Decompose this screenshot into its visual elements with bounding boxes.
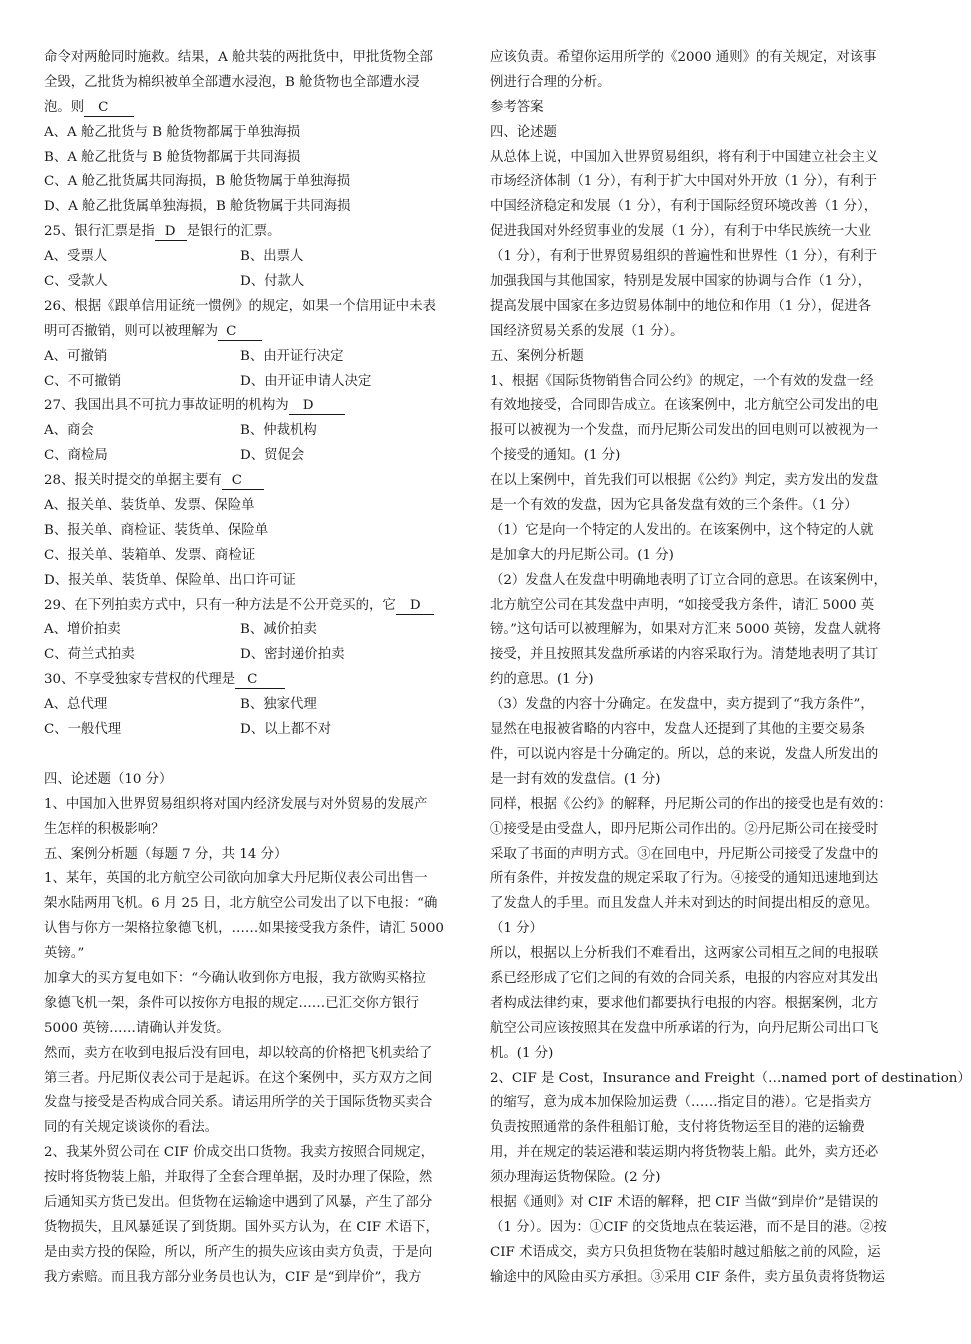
answer-section [490,46,971,1291]
text-line: 发盘与接受是否构成合同关系。请运用所学的关于国际货物买卖合 [44,1095,433,1111]
option: B、独家代理 [240,697,317,713]
text-line: （3）发盘的内容十分确定。在发盘中，卖方提到了“我方条件”， [490,697,874,713]
text-line: ①接受是由受盘人，即丹尼斯公司作出的。②丹尼斯公司在接受时 [490,821,879,837]
text-line: 按时将货物装上船，并取得了全套合理单据，及时办理了保险，然 [44,1170,433,1186]
option-line: A、报关单、装货单、发票、保险单 [44,498,255,514]
text-line: 报可以被视为一个发盘，而丹尼斯公司发出的回电则可以被视为一 [490,423,879,439]
option-line: C、A 舱乙批货属共同海损，B 舱货物属于单独海损 [44,174,351,190]
text-line: 的缩写，意为成本加保险加运费（……指定目的港）。它是指卖方 [490,1095,872,1111]
question-25 [44,220,460,245]
text-line: 是加拿大的丹尼斯公司。(1 分) [490,547,674,563]
text-line: 2、我某外贸公司在 CIF 价成交出口货物。我卖方按照合同规定， [44,1145,435,1161]
text-line: 我方索赔。而且我方部分业务员也认为，CIF 是“到岸价”，我方 [44,1269,422,1285]
text-line: 国经济贸易关系的发展（1 分）。 [490,323,684,339]
option: C、不可撤销 [44,373,122,389]
answer-blank: C [218,324,262,341]
option-line [44,444,460,469]
text-line: 用，并在规定的装运港和装运期内将货物装上船。此外，卖方还必 [490,1145,879,1161]
text-line: 市场经济体制（1 分），有利于扩大中国对外开放（1 分），有利于 [490,174,878,190]
question-text: 28、报关时提交的单据主要有 [44,473,222,489]
option: A、可撤销 [44,348,108,364]
text-line: 有效地接受，合同即告成立。在该案例中，北方航空公司发出的电 [490,398,879,414]
text-line: 机。(1 分) [490,1045,554,1061]
text-line: 参考答案 [490,99,544,115]
text-line: 负责按照通常的条件租船订舱，支付将货物运至目的港的运输费 [490,1120,865,1136]
text-line: 接受，并且按照其发盘所承诺的内容采取行为。清楚地表明了其订 [490,647,879,663]
option-line: B、A 舱乙批货与 B 舱货物都属于共同海损 [44,149,301,165]
text-line: CIF 术语成交，卖方只负担货物在装船时越过船舷之前的风险，运 [490,1244,881,1260]
option-line [44,718,460,743]
text-line: 镑。”这句话可以被理解为，如果对方汇来 5000 英镑，发盘人就将 [490,622,881,638]
option: B、减价拍卖 [240,622,317,638]
answer-blank: D [396,598,434,615]
text-line: （2）发盘人在发盘中明确地表明了订立合同的意思。在该案例中， [490,572,887,588]
text-line: （1）它是向一个特定的人发出的。在该案例中，这个特定的人就 [490,522,874,538]
question-27 [44,394,460,419]
text-line: 英镑。” [44,946,85,962]
text-line: 2、CIF 是 Cost，Insurance and Freight（…named port of destination） [490,1070,971,1086]
text-line: 四、论述题 [490,124,557,140]
text-line: 显然在电报被省略的内容中，发盘人还提到了其他的主要交易条 [490,722,865,738]
answer-blank: C [235,672,285,689]
answer-blank: D [155,224,187,241]
option: D、由开证申请人决定 [240,373,372,389]
text-line: （1 分）。因为：①CIF 的交货地点在装运港，而不是目的港。②按 [490,1219,887,1235]
text-line: 是由卖方投的保险，所以，所产生的损失应该由卖方负责，于是向 [44,1244,433,1260]
question-text: 29、在下列拍卖方式中，只有一种方法是不公开竞买的，它 [44,597,396,613]
option-line: D、A 舱乙批货属单独海损，B 舱货物属于共同海损 [44,199,351,215]
text-line: 五、案例分析题（每题 7 分，共 14 分） [44,846,288,862]
text-line: 后通知买方货已发出。但货物在运输途中遇到了风暴，产生了部分 [44,1194,433,1210]
question-text: 明可否撤销，则可以被理解为 [44,323,219,339]
text-line: 根据《通则》对 CIF 术语的解释，把 CIF 当做“到岸价”是错误的 [490,1194,879,1210]
text-line: 应该负责。希望你运用所学的《2000 通则》的有关规定，对该事 [490,50,877,65]
right-column [490,46,971,1291]
text-line: 航空公司应该按照其在发盘中所承诺的行为，向丹尼斯公司出口飞 [490,1020,879,1036]
option: D、密封递价拍卖 [240,647,345,663]
text-line: 1、某年，英国的北方航空公司欲向加拿大丹尼斯仪表公司出售一 [44,871,428,887]
option-line: B、报关单、商检证、装货单、保险单 [44,522,269,538]
text-line: 象德飞机一架，条件可以按你方电报的规定……已汇交你方银行 [44,995,419,1011]
option: B、仲裁机构 [240,423,317,439]
text-line: 北方航空公司在其发盘中声明，“如接受我方条件，请汇 5000 英 [490,597,875,613]
text-line: 同样，根据《公约》的解释，丹尼斯公司的作出的接受也是有效的： [490,796,892,812]
option: D、付款人 [240,274,305,290]
option-line [44,270,460,295]
question-text: 泡。则 [44,99,85,115]
option-line [44,693,460,718]
text-line: 促进我国对外经贸事业的发展（1 分），有利于中华民族统一大业 [490,224,872,240]
text-line: 是一封有效的发盘信。(1 分) [490,771,661,787]
text-line: 提高发展中国家在多边贸易体制中的地位和作用（1 分），促进各 [490,298,872,314]
text-line: 架水陆两用飞机。6 月 25 日，北方航空公司发出了以下电报：“确 [44,896,438,912]
text-line: 全毁，乙批货为棉织被单全部遭水浸泡，B 舱货物也全部遭水浸 [44,74,420,90]
text-line: 须办理海运货物保险。(2 分) [490,1170,661,1186]
text-line: 系已经形成了它们之间的有效的合同关系，电报的内容应对其发出 [490,970,879,986]
question-26-cont [44,320,460,345]
option-line: D、报关单、装货单、保险单、出口许可证 [44,572,296,588]
option: C、商检局 [44,448,108,464]
spacer [44,743,460,768]
text-line: 输途中的风险由买方承担。③采用 CIF 条件，卖方虽负责将货物运 [490,1269,885,1285]
option-line: A、A 舱乙批货与 B 舱货物都属于单独海损 [44,124,301,140]
question-29 [44,594,460,619]
option-line [44,245,460,270]
option-line [44,419,460,444]
text-line: 命令对两舱同时施救。结果，A 舱共装的两批货中，甲批货物全部 [44,50,433,65]
text-line: 件，可以说内容是十分确定的。所以，总的来说，发盘人所发出的 [490,746,879,762]
option-line [44,643,460,668]
text-line: 认售与你方一架格拉象德飞机，……如果接受我方条件，请汇 5000 [44,921,444,937]
text-line: 同的有关规定谈谈你的看法。 [44,1120,219,1136]
text-line: 约的意思。(1 分) [490,672,594,688]
essay-section [44,768,460,1291]
question-text: 是银行的汇票。 [186,224,281,240]
text-line: 1、根据《国际货物销售合同公约》的规定，一个有效的发盘一经 [490,373,874,389]
question-text: 25、银行汇票是指 [44,224,155,240]
option: B、由开证行决定 [240,348,344,364]
question-28 [44,469,460,494]
option: A、商会 [44,423,94,439]
text-line: 个接受的通知。(1 分) [490,448,621,464]
answer-blank: C [222,473,264,490]
text-line: 所以，根据以上分析我们不难看出，这两家公司相互之间的电报联 [490,946,879,962]
text-line: 1、中国加入世界贸易组织将对国内经济发展与对外贸易的发展产 [44,796,428,812]
text-line: （1 分） [490,921,543,937]
option-line: C、报关单、装箱单、发票、商检证 [44,547,256,563]
option: C、受款人 [44,274,108,290]
option-line [44,345,460,370]
answer-blank: C [84,100,134,117]
text-line: 货物损失，且风暴延误了到货期。国外买方认为，在 CIF 术语下， [44,1219,439,1235]
text-line: 五、案例分析题 [490,348,584,364]
text-line: 然而，卖方在收到电报后没有回电，却以较高的价格把飞机卖给了 [44,1045,433,1061]
question-text: 30、不享受独家专营权的代理是 [44,672,236,688]
text-line: 所有条件，并按发盘的规定采取了行为。④接受的通知迅速地到达 [490,871,879,887]
text-line: 采取了书面的声明方式。③在回电中，丹尼斯公司接受了发盘中的 [490,846,879,862]
question-30 [44,668,460,693]
left-column [44,46,460,1291]
answer-blank: D [289,398,345,415]
text-line: 加强我国与其他国家，特别是发展中国家的协调与合作（1 分）， [490,274,872,290]
option-line [44,618,460,643]
option: A、总代理 [44,697,108,713]
option: B、出票人 [240,249,304,265]
text-line: 中国经济稳定和发展（1 分），有利于国际经贸环境改善（1 分）， [490,199,878,215]
question-text: 27、我国出具不可抗力事故证明的机构为 [44,398,289,414]
text-line: 加拿大的买方复电如下：“今确认收到你方电报，我方欲购买格拉 [44,970,426,986]
option: D、贸促会 [240,448,305,464]
option-line [44,370,460,395]
text-line: 是一个有效的发盘，因为它具备发盘有效的三个条件。（1 分） [490,498,858,514]
text-line: 生怎样的积极影响？ [44,821,165,837]
text-line: 在以上案例中，首先我们可以根据《公约》判定，卖方发出的发盘 [490,473,879,489]
text-line: 四、论述题（10 分） [44,771,173,787]
text-line: （1 分），有利于世界贸易组织的普遍性和世界性（1 分），有利于 [490,249,878,265]
option: D、以上都不对 [240,722,332,738]
text-line [44,96,460,121]
text-line: 了发盘人的手里。而且发盘人并未对到达的时间提出相反的意见。 [490,896,879,912]
option: C、一般代理 [44,722,122,738]
option: C、荷兰式拍卖 [44,647,135,663]
text-line: 第三者。丹尼斯仪表公司于是起诉。在这个案例中，买方双方之间 [44,1070,433,1086]
option: A、受票人 [44,249,108,265]
text-line: 者构成法律约束，要求他们都要执行电报的内容。根据案例，北方 [490,995,879,1011]
text-line: 从总体上说，中国加入世界贸易组织，将有利于中国建立社会主义 [490,149,879,165]
option: A、增价拍卖 [44,622,121,638]
text-line: 例进行合理的分析。 [490,74,611,90]
question-26: 26、根据《跟单信用证统一惯例》的规定，如果一个信用证中未表 [44,298,436,314]
text-line: 5000 英镑……请确认并发货。 [44,1020,230,1036]
